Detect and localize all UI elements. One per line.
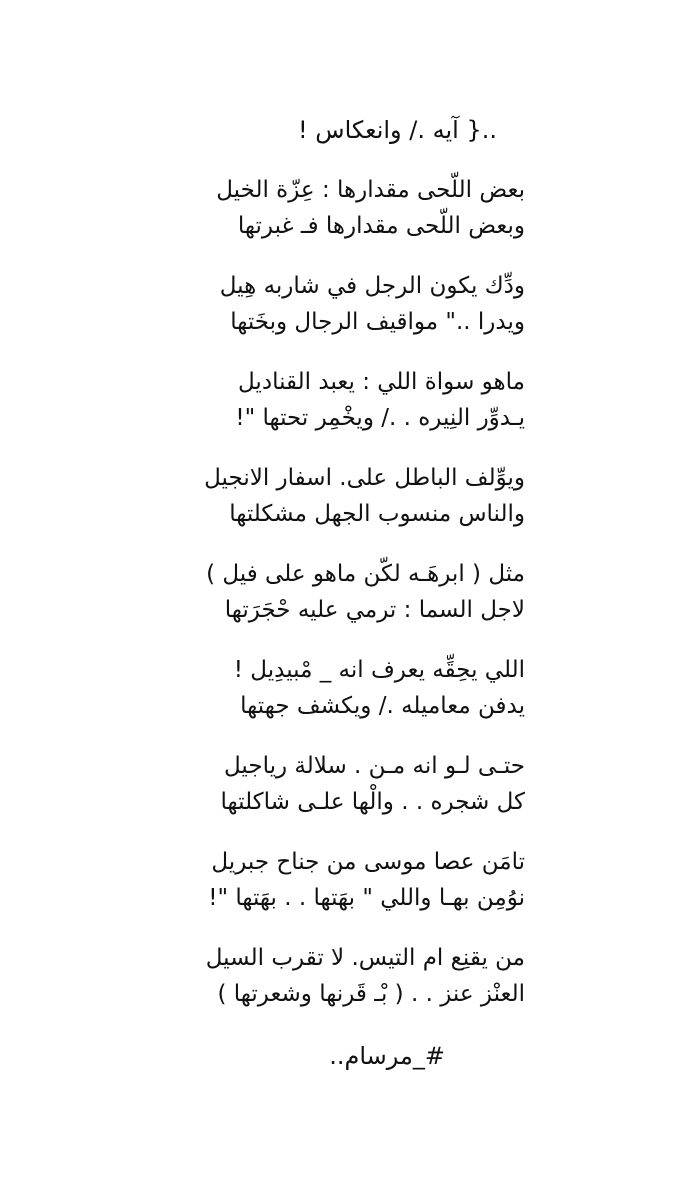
- stanza-2: [105, 268, 525, 340]
- poem-text: [105, 110, 525, 1076]
- verse-line: ماهو سواة اللي : يعبد القناديل: [238, 369, 525, 395]
- verse-line: حتـى لـو انه مـن . سلالة رياجيل: [224, 753, 525, 779]
- verse-line: من يقنِع ام التيس. لا تقرب السيل: [205, 945, 525, 971]
- verse-line: يدفن معاميله ./ ويكشف جهتها: [240, 693, 525, 719]
- verse-line: كل شجره . . والْها علـى شاكلتها: [220, 789, 525, 815]
- verse-line: بعض اللّحى مقدارها : عِزّة الخيل: [216, 177, 525, 203]
- stanza-8: [105, 844, 525, 916]
- verse-line: ويوِّلف الباطل على. اسفار الانجيل: [204, 465, 525, 491]
- stanza-4: [105, 460, 525, 532]
- stanza-7: [105, 748, 525, 820]
- verse-line: تامَن عصا موسى من جناح جبريل: [211, 849, 525, 875]
- poet-signature: #_مرسام..: [329, 1042, 445, 1070]
- verse-line: مثل ( ابرهَـه لكّن ماهو على فيل ): [206, 561, 525, 587]
- verse-line: ودِّك يكون الرجل في شاربه هِيل: [219, 273, 525, 299]
- verse-line: نوُمِن بهـا واللي " بهَتها . . بهَتها "!: [208, 885, 525, 911]
- verse-line: اللي يحِقِّه يعرف انه _ مْبيدِيل !: [233, 657, 525, 683]
- verse-line: لاجل السما : ترمي عليه حْجَرَتها: [224, 597, 525, 623]
- stanza-1: [105, 172, 525, 244]
- stanza-3: [105, 364, 525, 436]
- verse-line: ويدرا .." مواقيف الرجال وبخَتها: [230, 309, 525, 335]
- verse-line: والناس منسوب الجهل مشكلتها: [229, 501, 525, 527]
- poem-title: ..{ آيه ./ وانعكاس !: [298, 116, 497, 144]
- stanza-9: [105, 940, 525, 1012]
- stanza-5: [105, 556, 525, 628]
- stanza-6: [105, 652, 525, 724]
- verse-line: يـدوِّر النِيره . ./ ويخْمِر تحتها "!: [235, 405, 525, 431]
- verse-line: العنْز عنز . . ( بْـ قَرنها وشعرتها ): [217, 981, 525, 1007]
- verse-line: وبعض اللّحى مقدارها فـ غبرتها: [237, 213, 525, 239]
